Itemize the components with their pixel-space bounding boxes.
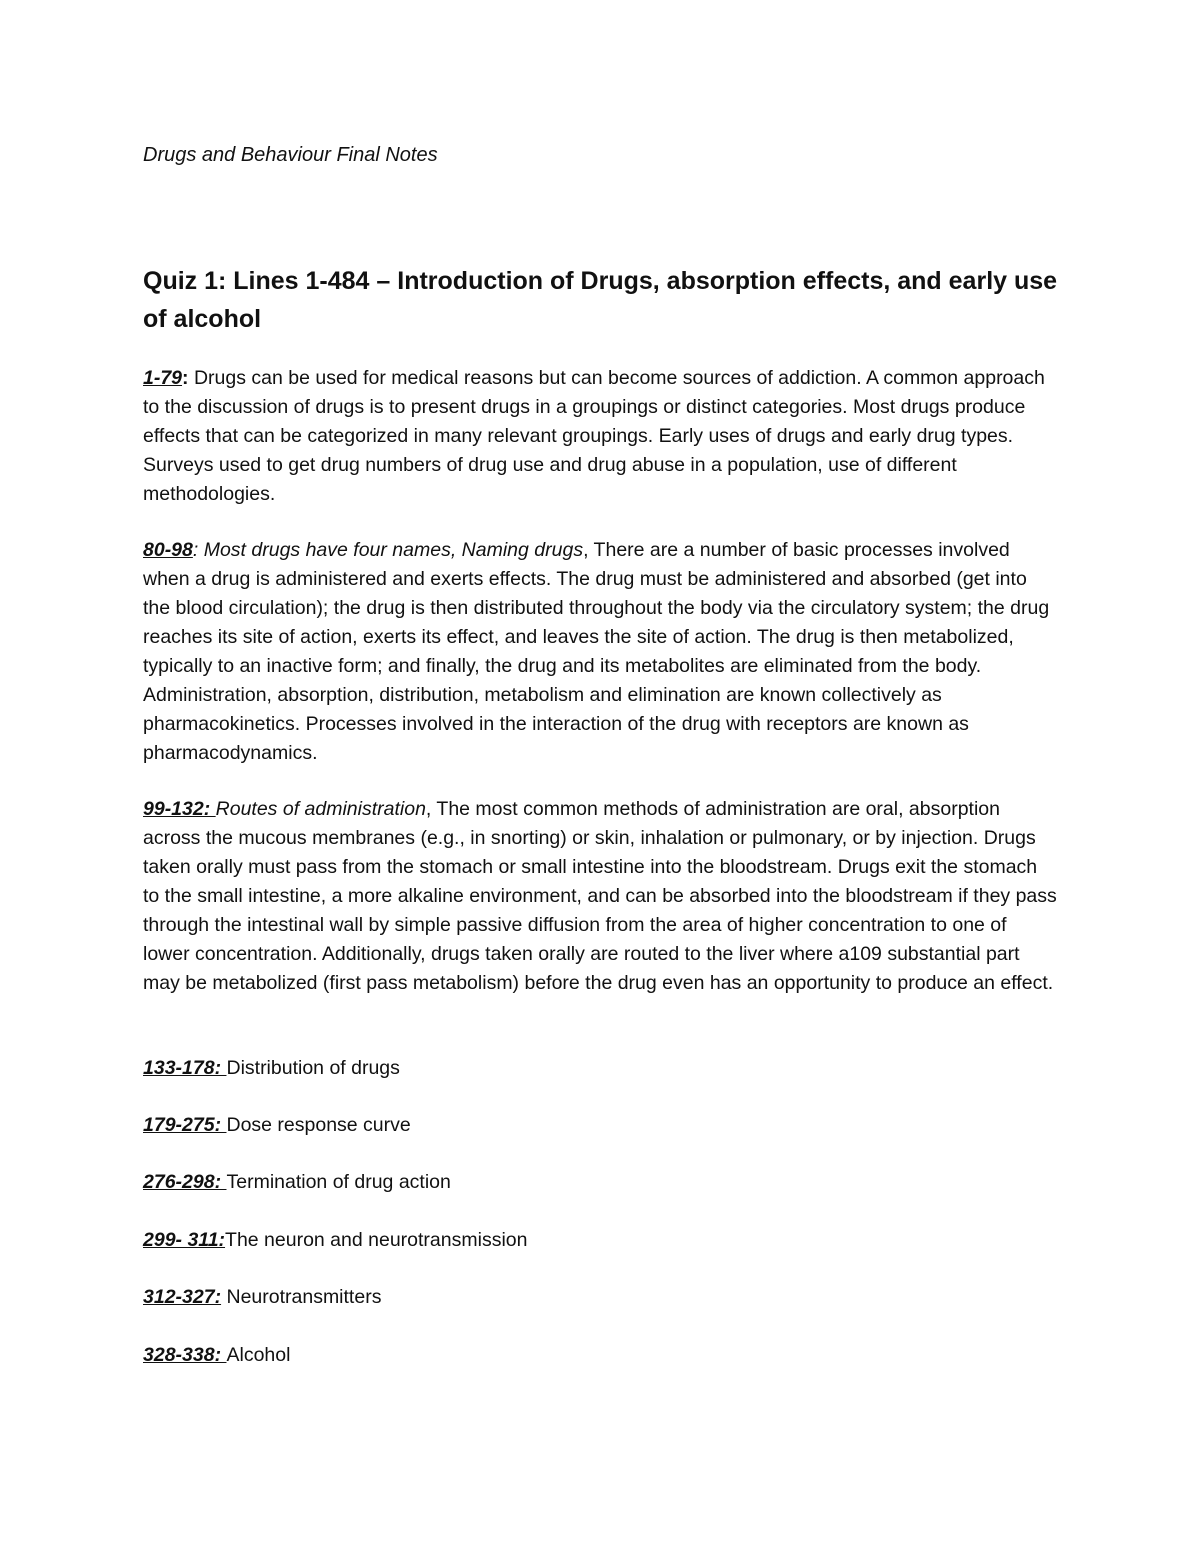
topic-text: Distribution of drugs xyxy=(226,1057,400,1079)
section-paragraph-1-79 xyxy=(143,364,1058,509)
section-intro-italic: Most drugs have four names, Naming drugs xyxy=(203,539,584,561)
line-range-ref: 80-98 xyxy=(143,539,193,561)
line-range-ref: 312-327: xyxy=(143,1286,222,1308)
topic-text: The neuron and neurotransmission xyxy=(225,1229,528,1251)
topic-text: Alcohol xyxy=(226,1344,291,1366)
document-title: Drugs and Behaviour Final Notes xyxy=(143,144,438,166)
topic-line xyxy=(143,1341,1058,1370)
line-range-ref: 328-338: xyxy=(143,1344,227,1366)
section-body: , There are a number of basic processes involved when a drug is administered and exerts effects. The drug must be administered and absorbed (get into the blood circulation); the drug is then distributed throughout the body via the circulatory system; the drug reaches its site of action, exerts its effect, and leaves the site of action. The drug is then metabolized, typically to an inactive form; and finally, the drug and its metabolites are eliminated from the body. Administration, absorption, distribution, metabolism and elimination are known collectively as pharmacokinetics. Processes involved in the interaction of the drug with receptors are known as pharmacodynamics. xyxy=(143,539,1050,764)
topic-line xyxy=(143,1283,1058,1312)
quiz-heading: Quiz 1: Lines 1-484 – Introduction of Drugs, absorption effects, and early use of alcohol xyxy=(143,267,1058,333)
topic-line xyxy=(143,1111,1058,1140)
line-range-ref: 99-132: xyxy=(143,798,216,820)
line-range-ref: 1-79 xyxy=(143,367,183,389)
topic-text: Dose response curve xyxy=(226,1114,411,1136)
topic-text: Termination of drug action xyxy=(226,1171,451,1193)
topic-text: Neurotransmitters xyxy=(221,1286,382,1308)
section-paragraph-99-132 xyxy=(143,795,1058,998)
topic-line xyxy=(143,1168,1058,1197)
section-body: Drugs can be used for medical reasons but can become sources of addiction. A common approach to the discussion of drugs is to present drugs in a groupings or distinct categories. Most drugs produce effects that can be categorized in many relevant groupings. Early uses of drugs and early drug types. Surveys used to get drug numbers of drug use and drug abuse in a population, use of different methodologies. xyxy=(143,367,1045,505)
line-range-ref: 179-275: xyxy=(143,1114,227,1136)
section-intro-italic: Routes of administration xyxy=(215,798,426,820)
section-intro: : xyxy=(192,539,204,561)
section-paragraph-80-98 xyxy=(143,536,1058,768)
line-range-ref: 276-298: xyxy=(143,1171,227,1193)
line-range-ref: 299- 311: xyxy=(143,1229,226,1251)
ref-separator: : xyxy=(182,367,189,389)
topic-line xyxy=(143,1054,1058,1083)
line-range-ref: 133-178: xyxy=(143,1057,227,1079)
section-body: , The most common methods of administration are oral, absorption across the mucous membranes (e.g., in snorting) or skin, inhalation or pulmonary, or by injection. Drugs taken orally must pass from the stomach or small intestine into the bloodstream. Drugs exit the stomach to the small intestine, a more alkaline environment, and can be absorbed into the bloodstream if they pass through the intestinal wall by simple passive diffusion from the area of higher concentration to one of lower concentration. Additionally, drugs taken orally are routed to the liver where a109 substantial part may be metabolized (first pass metabolism) before the drug even has an opportunity to produce an effect. xyxy=(143,798,1057,994)
topic-line xyxy=(143,1226,1058,1255)
